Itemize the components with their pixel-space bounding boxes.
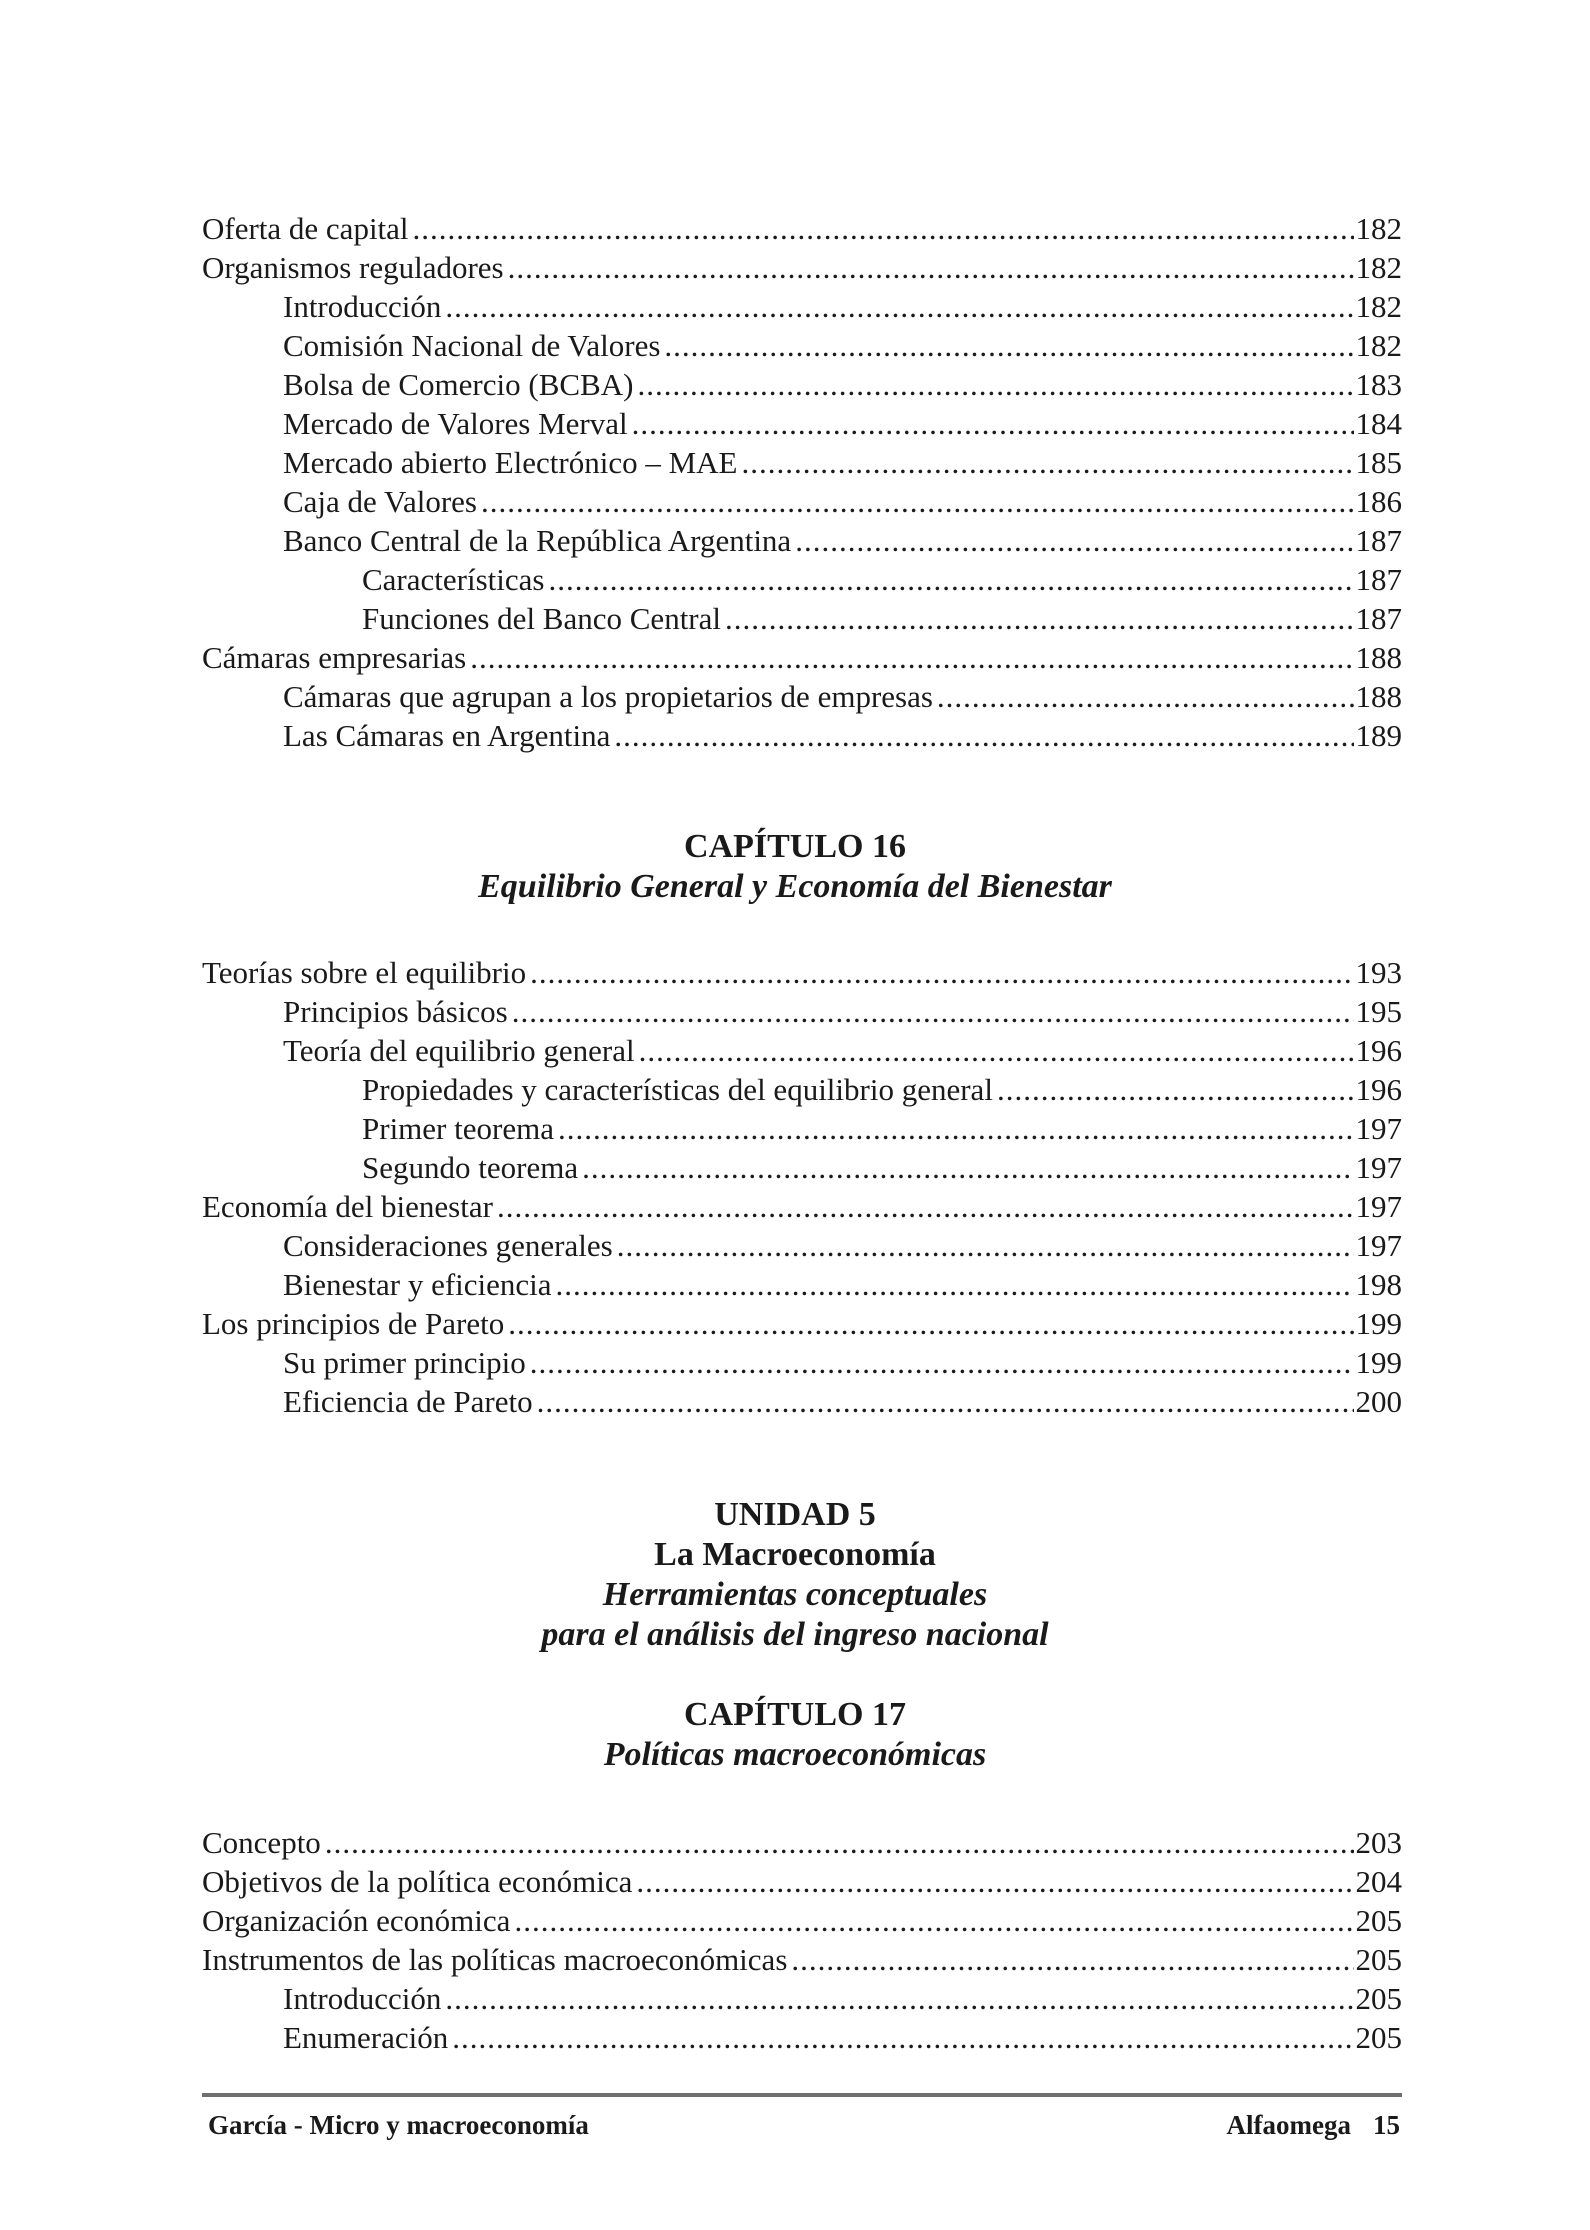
toc-entry-label: Instrumentos de las políticas macroeconómicas (202, 1942, 788, 1977)
toc-entry-label: Bolsa de Comercio (BCBA) (283, 367, 634, 402)
toc-entry (202, 209, 1402, 249)
toc-entry (362, 1070, 1402, 1110)
toc-entry-page: 199 (1355, 1345, 1402, 1380)
toc-leader-dots (637, 365, 1353, 405)
toc-entry (202, 1304, 1402, 1344)
toc-leader-dots (445, 1979, 1353, 2019)
unit-5-title: UNIDAD 5 (714, 1496, 876, 1533)
unit-5-subtitle-line1: Herramientas conceptuales (602, 1576, 988, 1613)
toc-entry-page: 197 (1355, 1189, 1402, 1224)
toc-leader-dots (997, 1070, 1354, 1110)
toc-leader-dots (413, 209, 1354, 249)
toc-entry-page: 203 (1355, 1825, 1402, 1860)
toc-entry-page: 205 (1355, 1903, 1402, 1938)
footer-divider (202, 2093, 1402, 2097)
toc-leader-dots (481, 482, 1354, 522)
toc-entry-label: Oferta de capital (202, 211, 409, 246)
chapter-16-subtitle: Equilibrio General y Economía del Bienestar (478, 868, 1112, 905)
toc-entry-page: 197 (1355, 1150, 1402, 1185)
toc-entry (283, 287, 1402, 327)
toc-entry-page: 204 (1355, 1864, 1402, 1899)
toc-entry (283, 1226, 1402, 1266)
toc-entry-label: Mercado de Valores Merval (283, 406, 628, 441)
toc-leader-dots (548, 560, 1353, 600)
chapter-17-subtitle: Políticas macroeconómicas (603, 1736, 987, 1773)
toc-leader-dots (537, 1382, 1354, 1422)
toc-entry-label: Objetivos de la política económica (202, 1864, 633, 1899)
toc-entry (283, 2018, 1402, 2058)
toc-entry (283, 404, 1402, 444)
toc-entry (362, 599, 1402, 639)
toc-entry-label: Enumeración (283, 2020, 449, 2055)
toc-entry (202, 1940, 1402, 1980)
toc-leader-dots (514, 1901, 1353, 1941)
toc-entry-label: Funciones del Banco Central (362, 601, 721, 636)
toc-entry-page: 197 (1355, 1111, 1402, 1146)
toc-entry-label: Los principios de Pareto (202, 1306, 505, 1341)
toc-entry (283, 1031, 1402, 1071)
toc-entry-label: Bienestar y eficiencia (283, 1267, 552, 1302)
toc-entry-label: Teoría del equilibrio general (283, 1033, 635, 1068)
footer-page-number: 15 (1373, 2110, 1400, 2140)
toc-entry (283, 1979, 1402, 2019)
toc-entry-label: Introducción (283, 289, 442, 324)
toc-entry-label: Comisión Nacional de Valores (283, 328, 661, 363)
toc-entry-label: Organismos reguladores (202, 250, 504, 285)
toc-entry-label: Cámaras empresarias (202, 640, 467, 675)
toc-entry-label: Mercado abierto Electrónico – MAE (283, 445, 738, 480)
toc-entry (362, 1109, 1402, 1149)
toc-leader-dots (791, 1940, 1353, 1980)
toc-entry (283, 365, 1402, 405)
toc-entry-label: Eficiencia de Pareto (283, 1384, 533, 1419)
toc-entry-page: 186 (1355, 484, 1402, 519)
toc-entry-page: 187 (1355, 601, 1402, 636)
toc-leader-dots (508, 248, 1354, 288)
toc-entry-label: Teorías sobre el equilibrio (202, 955, 527, 990)
toc-leader-dots (497, 1187, 1354, 1227)
toc-entry-label: Cámaras que agrupan a los propietarios de empresas (283, 679, 933, 714)
toc-entry-label: Principios básicos (283, 994, 508, 1029)
toc-entry-page: 205 (1355, 1942, 1402, 1977)
toc-leader-dots (530, 1343, 1354, 1383)
toc-entry-page: 197 (1355, 1228, 1402, 1263)
unit-5-name: La Macroeconomía (654, 1536, 936, 1573)
toc-entry-label: Características (362, 562, 545, 597)
toc-leader-dots (742, 443, 1354, 483)
toc-entry-page: 196 (1355, 1072, 1402, 1107)
toc-entry-page: 183 (1355, 367, 1402, 402)
toc-leader-dots (664, 326, 1353, 366)
toc-entry-page: 182 (1355, 211, 1402, 246)
chapter-17-title: CAPÍTULO 17 (684, 1696, 906, 1733)
toc-leader-dots (558, 1109, 1354, 1149)
toc-leader-dots (582, 1148, 1353, 1188)
toc-entry-page: 205 (1355, 2020, 1402, 2055)
toc-entry (362, 560, 1402, 600)
toc-entry (283, 677, 1402, 717)
toc-entry-page: 200 (1355, 1384, 1402, 1419)
toc-entry-page: 196 (1355, 1033, 1402, 1068)
toc-leader-dots (452, 2018, 1353, 2058)
toc-leader-dots (325, 1823, 1354, 1863)
toc-entry-label: Caja de Valores (283, 484, 477, 519)
toc-entry (202, 1823, 1402, 1863)
unit-5-subtitle-line2: para el análisis del ingreso nacional (541, 1616, 1049, 1653)
toc-entry-label: Organización económica (202, 1903, 511, 1938)
toc-entry-page: 193 (1355, 955, 1402, 990)
toc-entry-page: 182 (1355, 328, 1402, 363)
toc-entry (202, 1901, 1402, 1941)
toc-entry-label: Consideraciones generales (283, 1228, 613, 1263)
toc-leader-dots (445, 287, 1353, 327)
toc-entry-page: 189 (1355, 718, 1402, 753)
toc-entry-label: Economía del bienestar (202, 1189, 493, 1224)
toc-entry (283, 482, 1402, 522)
toc-entry-page: 188 (1355, 679, 1402, 714)
toc-entry (202, 638, 1402, 678)
toc-leader-dots (725, 599, 1354, 639)
toc-entry-page: 188 (1355, 640, 1402, 675)
footer-publisher: Alfaomega (1226, 2110, 1351, 2140)
toc-leader-dots (512, 992, 1354, 1032)
toc-entry-page: 184 (1355, 406, 1402, 441)
toc-entry-page: 182 (1355, 289, 1402, 324)
toc-leader-dots (636, 1862, 1353, 1902)
toc-leader-dots (556, 1265, 1354, 1305)
toc-leader-dots (614, 716, 1353, 756)
footer-publisher-page (1227, 2108, 1400, 2142)
toc-entry-page: 187 (1355, 562, 1402, 597)
toc-entry (283, 716, 1402, 756)
toc-entry-label: Banco Central de la República Argentina (283, 523, 792, 558)
toc-entry (202, 248, 1402, 288)
toc-entry (283, 443, 1402, 483)
toc-entry (283, 1265, 1402, 1305)
toc-entry (283, 992, 1402, 1032)
toc-entry-label: Propiedades y características del equilibrio general (362, 1072, 993, 1107)
footer-book-title: García - Micro y macroeconomía (208, 2110, 589, 2140)
toc-entry-label: Primer teorema (362, 1111, 554, 1146)
toc-leader-dots (639, 1031, 1354, 1071)
toc-entry-label: Su primer principio (283, 1345, 526, 1380)
toc-entry-page: 187 (1355, 523, 1402, 558)
toc-entry-page: 199 (1355, 1306, 1402, 1341)
toc-entry (283, 521, 1402, 561)
toc-leader-dots (937, 677, 1354, 717)
toc-leader-dots (617, 1226, 1354, 1266)
toc-entry (202, 953, 1402, 993)
toc-entry-label: Segundo teorema (362, 1150, 579, 1185)
toc-entry (362, 1148, 1402, 1188)
toc-leader-dots (795, 521, 1353, 561)
toc-entry (202, 1187, 1402, 1227)
toc-entry (283, 326, 1402, 366)
toc-leader-dots (508, 1304, 1353, 1344)
toc-entry-label: Las Cámaras en Argentina (283, 718, 611, 753)
toc-entry (283, 1382, 1402, 1422)
toc-entry (202, 1862, 1402, 1902)
toc-entry-label: Introducción (283, 1981, 442, 2016)
toc-leader-dots (632, 404, 1354, 444)
chapter-16-title: CAPÍTULO 16 (684, 828, 906, 865)
toc-entry (283, 1343, 1402, 1383)
toc-entry-page: 198 (1355, 1267, 1402, 1302)
toc-leader-dots (470, 638, 1353, 678)
toc-entry-label: Concepto (202, 1825, 321, 1860)
toc-entry-page: 195 (1355, 994, 1402, 1029)
toc-entry-page: 205 (1355, 1981, 1402, 2016)
toc-entry-page: 185 (1355, 445, 1402, 480)
toc-entry-page: 182 (1355, 250, 1402, 285)
toc-leader-dots (530, 953, 1353, 993)
